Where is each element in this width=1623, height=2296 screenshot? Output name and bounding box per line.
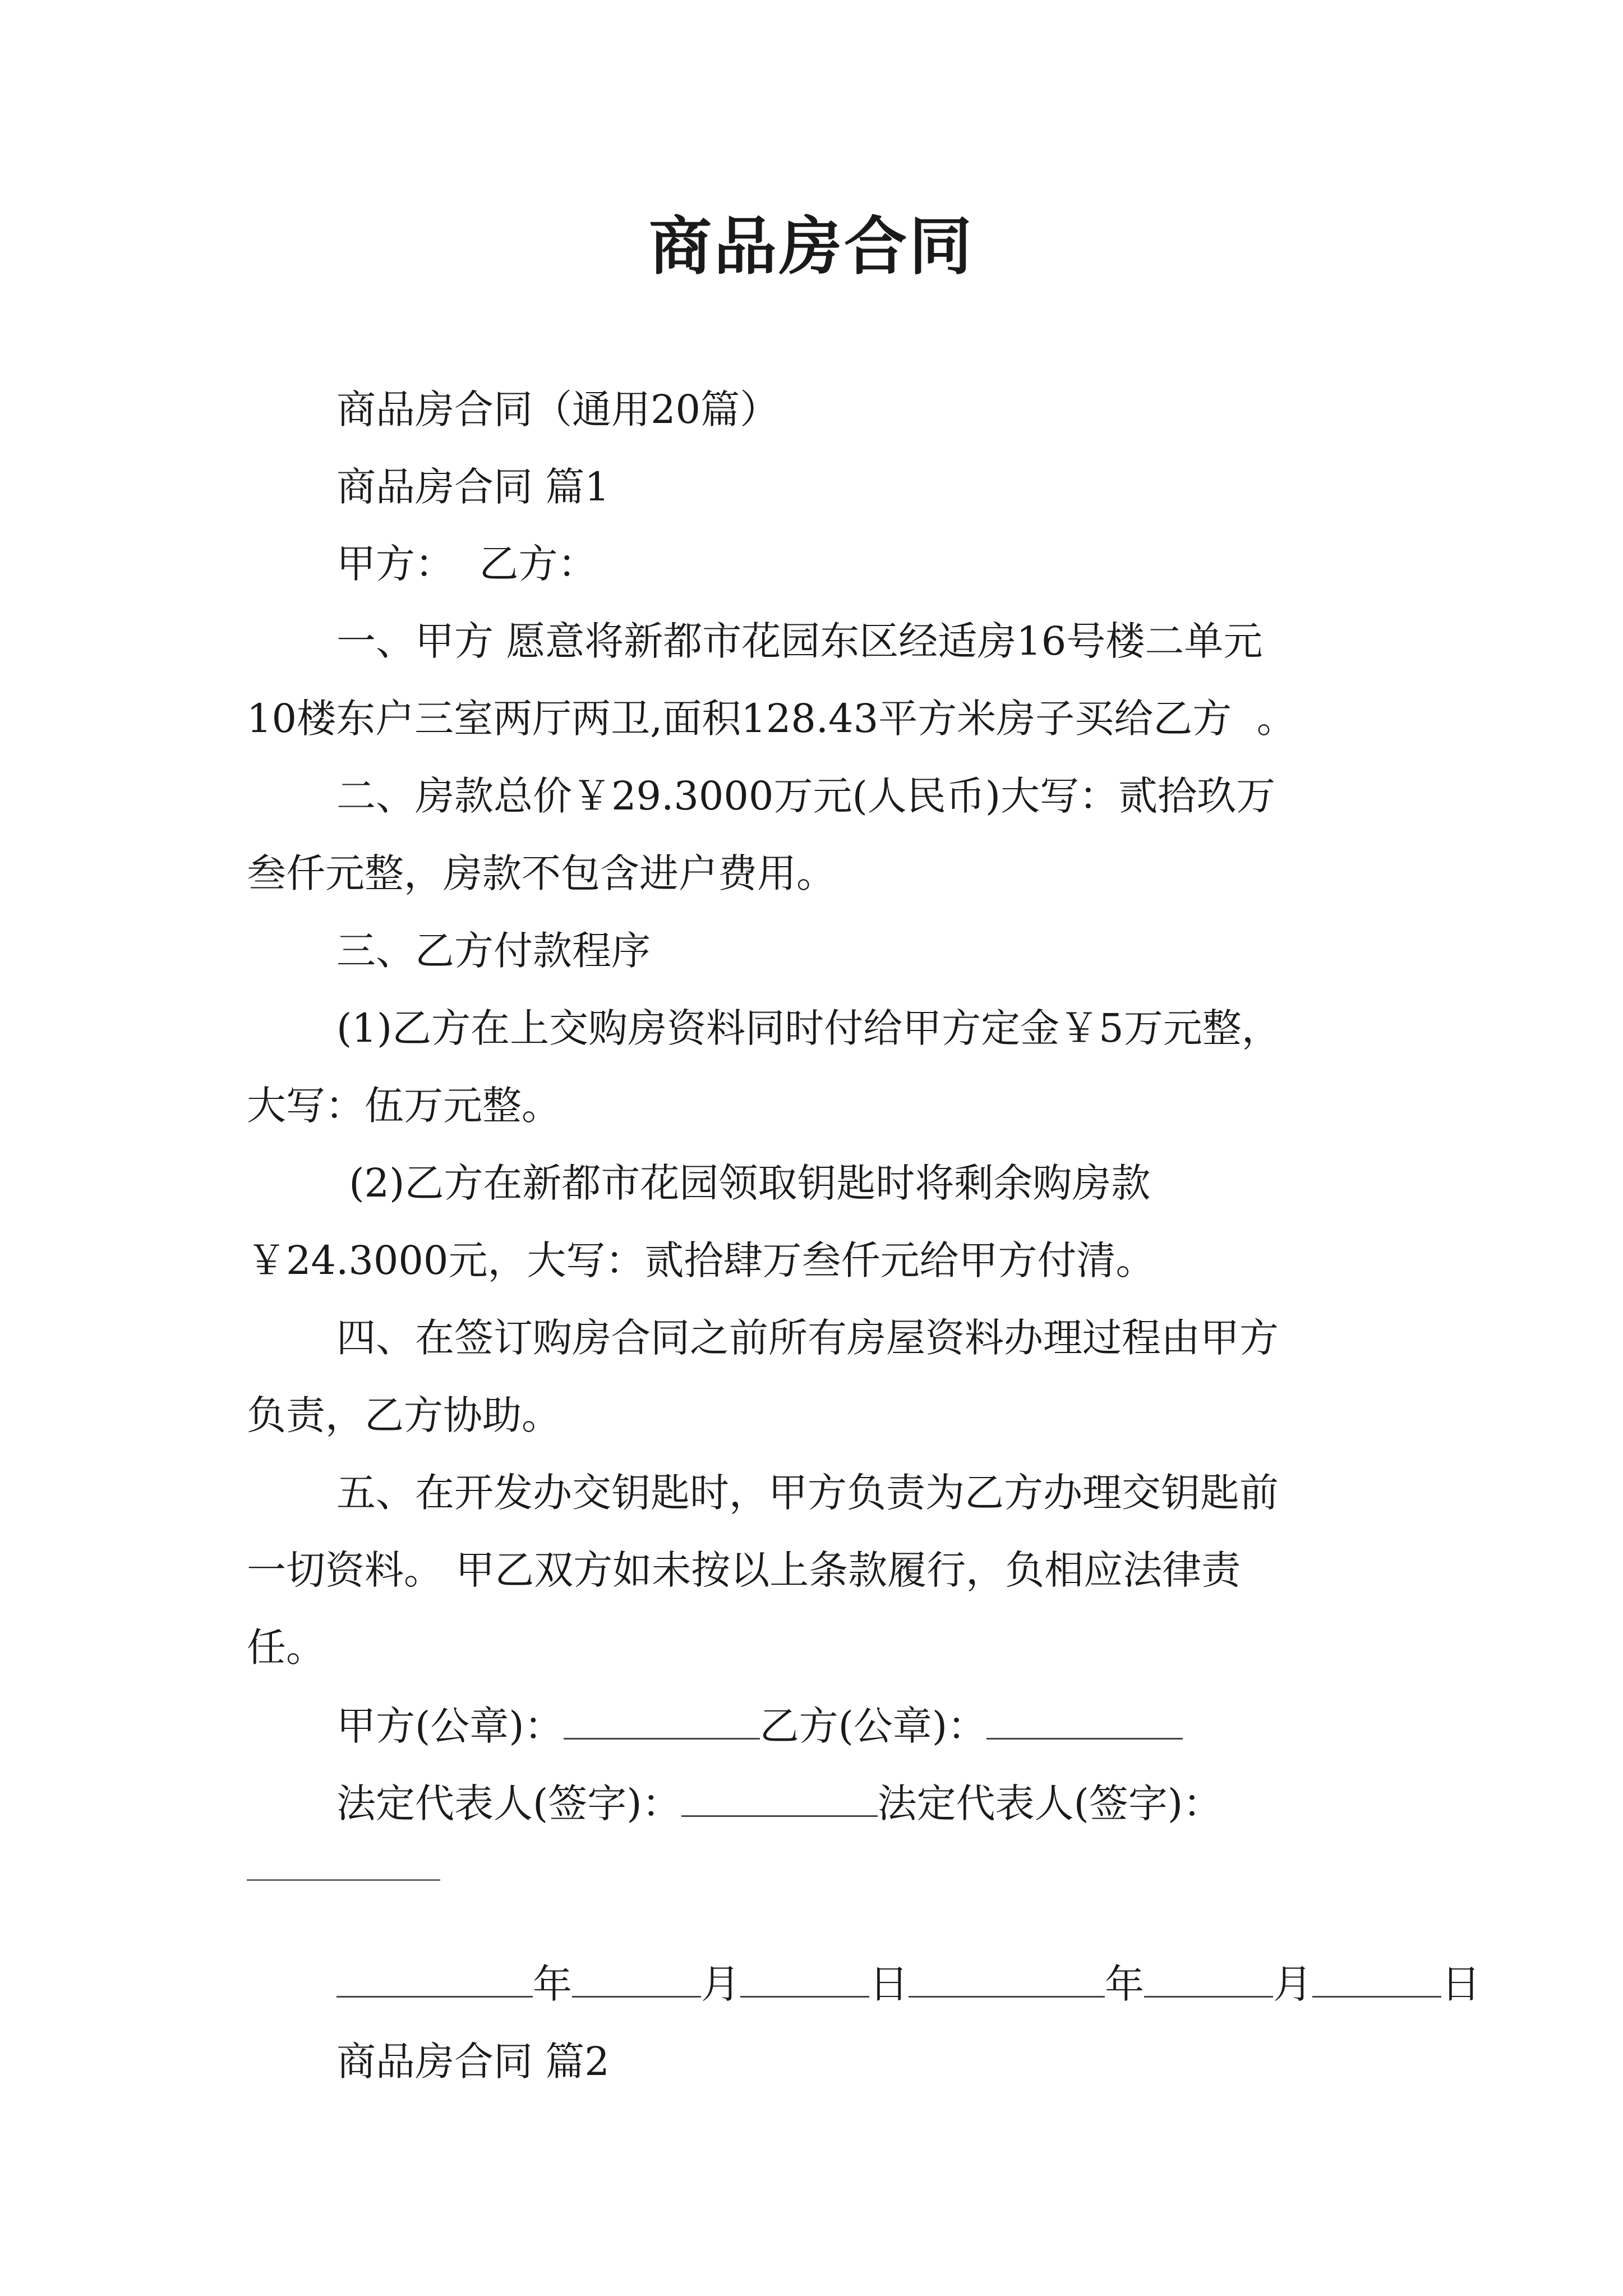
section-heading-1: 商品房合同 篇1 [336,464,610,510]
representative-signature-line [336,1780,1223,1826]
year-label-b: 年 [1105,1961,1144,2007]
clause-4-line-2: 负责，乙方协助。 [247,1392,561,1438]
party-b-rep-blank [247,1879,440,1881]
clause-2-line-2: 叁仟元整，房款不包含进户费用。 [247,850,836,896]
clause-3-heading: 三、乙方付款程序 [336,928,651,974]
parties-line: 甲方： 乙方： [336,541,597,587]
clause-2-line-1: 二、房款总价￥29.3000万元(人民币)大写：贰拾玖万 [336,773,1276,819]
year-blank-b [909,1963,1105,1998]
clause-3-item-1-line-2: 大写：伍万元整。 [247,1083,561,1129]
month-label-b: 月 [1273,1961,1312,2007]
day-blank-b [1312,1963,1441,1998]
party-a-rep-label: 法定代表人(签字)： [336,1780,681,1826]
day-label-a: 日 [869,1961,909,2007]
date-line [336,1961,1481,2007]
document-title: 商品房合同 [649,210,974,283]
clause-3-item-2-line-1: (2)乙方在新都市花园领取钥匙时将剩余购房款 [336,1160,1151,1206]
party-b-rep-label: 法定代表人(签字)： [877,1780,1223,1826]
clause-3-item-2-line-2: ￥24.3000元，大写：贰拾肆万叁仟元给甲方付清。 [247,1237,1155,1283]
party-b-seal-blank [986,1705,1183,1740]
seal-signature-line [336,1703,1183,1749]
party-a-seal-blank [564,1705,760,1740]
month-blank-a [572,1963,701,1998]
clause-3-item-1-line-1: (1)乙方在上交购房资料同时付给甲方定金￥5万元整， [336,1005,1281,1051]
clause-1-line-2: 10楼东户三室两厅两卫,面积128.43平方米房子买给乙方 。 [247,696,1296,742]
month-blank-b [1144,1963,1273,1998]
year-label-a: 年 [533,1961,572,2007]
party-a-seal-label: 甲方(公章)： [336,1703,564,1749]
month-label-a: 月 [701,1961,740,2007]
clause-5-line-3: 任。 [247,1625,325,1671]
day-label-b: 日 [1441,1961,1481,2007]
year-blank-a [336,1963,533,1998]
party-a-rep-blank [681,1783,878,1817]
clause-1-line-1: 一、甲方 愿意将新都市花园东区经适房16号楼二单元 [336,618,1263,664]
document-subtitle: 商品房合同（通用20篇） [336,386,780,432]
clause-4-line-1: 四、在签订购房合同之前所有房屋资料办理过程由甲方 [336,1315,1279,1361]
day-blank-a [740,1963,869,1998]
clause-5-line-1: 五、在开发办交钥匙时，甲方负责为乙方办理交钥匙前 [336,1470,1279,1516]
party-b-seal-label: 乙方(公章)： [759,1703,987,1749]
clause-5-line-2: 一切资料。 甲乙双方如未按以上条款履行，负相应法律责 [247,1547,1241,1593]
section-heading-2: 商品房合同 篇2 [336,2039,610,2085]
